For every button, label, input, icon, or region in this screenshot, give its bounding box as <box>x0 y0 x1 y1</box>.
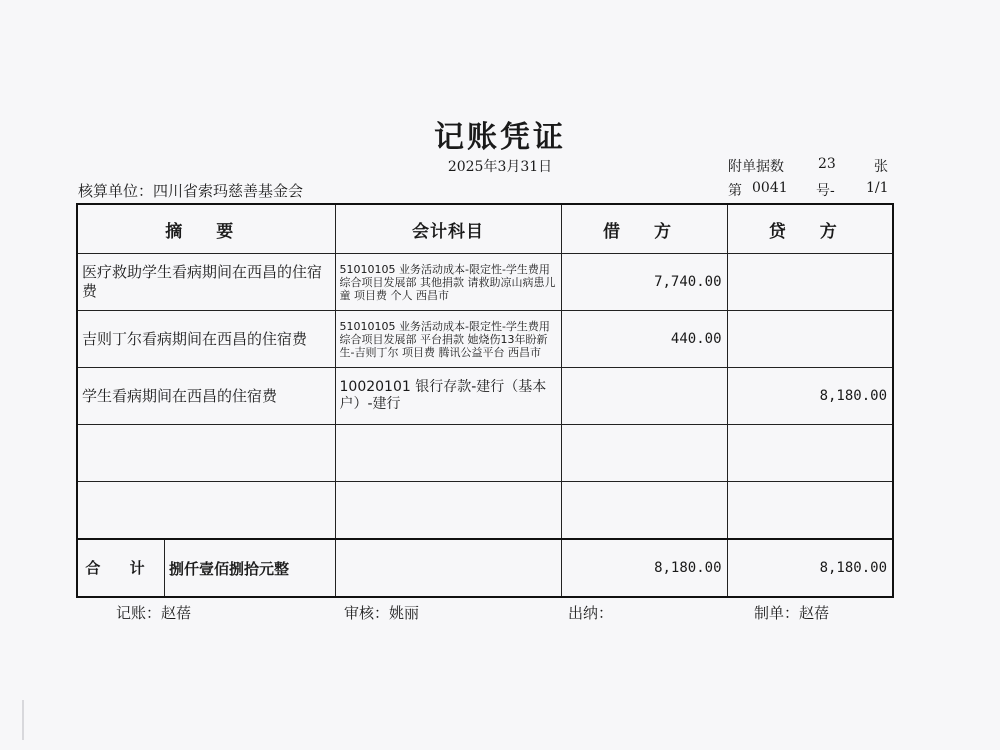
voucher-date: 2025年3月31日 <box>447 159 553 175</box>
table-row <box>77 425 893 482</box>
cashier: 出纳： <box>568 604 614 622</box>
row-summary <box>77 425 335 482</box>
number-prefix: 第 <box>728 183 742 199</box>
voucher-table <box>76 203 894 598</box>
table-row <box>77 254 893 311</box>
row-debit <box>561 482 727 540</box>
header-row <box>77 204 893 254</box>
row-account <box>335 425 561 482</box>
attachments-count: 23 <box>818 156 836 172</box>
table-row <box>77 482 893 540</box>
voucher-title: 记账凭证 <box>434 120 566 155</box>
total-in-words: 捌仟壹佰捌拾元整 <box>169 559 290 578</box>
row-credit <box>727 254 893 311</box>
row-summary: 吉则丁尔看病期间在西昌的住宿费 <box>77 311 335 368</box>
total-credit: 8,180.00 <box>727 539 893 597</box>
attachments-label: 附单据数 <box>728 159 784 175</box>
accounting-unit <box>78 180 303 201</box>
row-account: 51010105 业务活动成本-限定性-学生费用 综合项目发展部 平台捐款 她烧伤13年盼新生-吉则丁尔 项目费 腾讯公益平台 西昌市 <box>335 311 561 368</box>
total-label: 合 计 <box>78 540 165 596</box>
total-cell <box>77 539 335 597</box>
header-debit: 借 方 <box>561 204 727 254</box>
total-row <box>77 539 893 597</box>
row-debit <box>561 368 727 425</box>
total-debit: 8,180.00 <box>561 539 727 597</box>
page-number: 1/1 <box>866 180 889 196</box>
total-account-empty <box>335 539 561 597</box>
row-summary: 医疗救助学生看病期间在西昌的住宿费 <box>77 254 335 311</box>
row-account: 51010105 业务活动成本-限定性-学生费用 综合项目发展部 其他捐款 请救助凉山病患儿童 项目费 个人 西昌市 <box>335 254 561 311</box>
header-credit: 贷 方 <box>727 204 893 254</box>
table-row <box>77 368 893 425</box>
preparer: 制单：赵蓓 <box>754 604 830 622</box>
row-debit: 440.00 <box>561 311 727 368</box>
unit-label: 核算单位： <box>78 182 154 200</box>
bookkeeper: 记账：赵蓓 <box>116 604 192 622</box>
row-summary <box>77 482 335 540</box>
attachments-unit: 张 <box>874 159 888 175</box>
row-account: 10020101 银行存款-建行（基本户）-建行 <box>335 368 561 425</box>
unit-name: 四川省索玛慈善基金会 <box>153 182 304 200</box>
number-suffix: 号- <box>816 183 835 199</box>
row-account <box>335 482 561 540</box>
reviewer: 审核：姚丽 <box>344 604 420 622</box>
row-credit <box>727 311 893 368</box>
scan-mark <box>22 700 24 740</box>
table-row <box>77 311 893 368</box>
header-summary: 摘 要 <box>77 204 335 254</box>
voucher-number: 0041 <box>752 180 788 196</box>
row-debit <box>561 425 727 482</box>
row-credit <box>727 425 893 482</box>
header-account: 会计科目 <box>335 204 561 254</box>
row-credit: 8,180.00 <box>727 368 893 425</box>
signature-footer <box>0 602 1000 626</box>
row-summary: 学生看病期间在西昌的住宿费 <box>77 368 335 425</box>
row-debit: 7,740.00 <box>561 254 727 311</box>
row-credit <box>727 482 893 540</box>
